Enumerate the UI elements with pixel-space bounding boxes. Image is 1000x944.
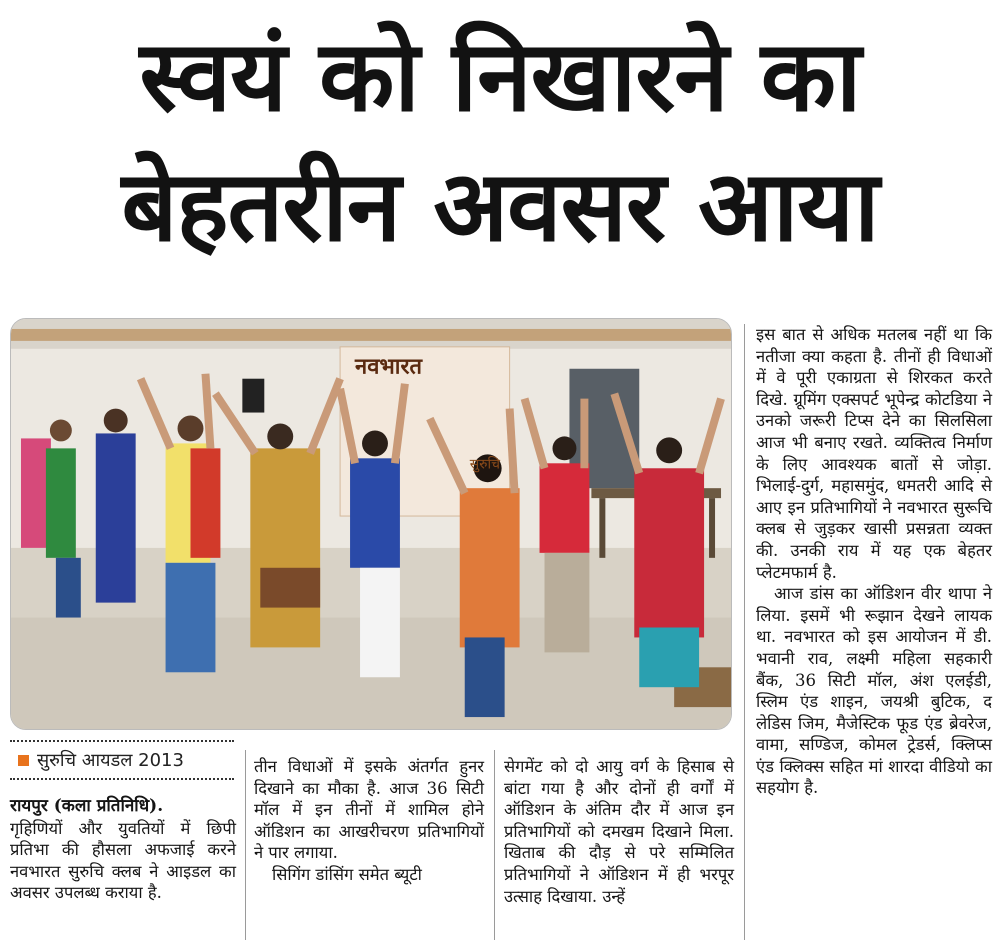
news-photo (10, 318, 732, 730)
article-column-1 (10, 795, 236, 904)
paragraph: आज डांस का ऑडिशन वीर थापा ने लिया. इसमें भी रूझान देखने लायक था. नवभारत को इस आयोजन में डी. भवानी राव, लक्ष्मी महिला सहकारी बैंक, 36 सिटी मॉल, अंश एलईडी, स्लिम एंड शाइन, जयश्री बुटिक, द लेडिस जिम, मैजेस्टिक फूड एंड ब्रेवरेज, वामा, सण्डिज, कोमल ट्रेडर्स, क्लिप्स एंड क्लिक्स सहित मां शारदा वीडियो का सहयोग है. (756, 584, 992, 798)
column-rule (744, 324, 745, 940)
paragraph: तीन विधाओं में इसके अंतर्गत हुनर दिखाने का मौका है. आज 36 सिटी मॉल में इन तीनों में शामिल होने ऑडिशन का आखरीचरण प्रतिभागियों ने पार लगाया. (254, 757, 484, 863)
banner-brand: नवभारत (355, 354, 422, 380)
kicker-text: सुरुचि आयडल 2013 (37, 750, 184, 771)
column-rule (245, 750, 246, 940)
column-rule (494, 750, 495, 940)
paragraph: गृहिणियों और युवतियों में छिपी प्रतिभा की हौसला अफजाई करने नवभारत सुरुचि क्लब ने आइडल का अवसर उपलब्ध कराया है. (10, 818, 236, 903)
article-column-right (756, 324, 992, 799)
kicker-box (10, 740, 234, 780)
headline-line-2: बेहतरीन अवसर आया (121, 150, 879, 264)
paragraph: सिगिंग डांसिंग समेत ब्यूटी (272, 864, 422, 884)
headline-line-1: स्वयं को निखारने का (139, 20, 861, 134)
article-column-2 (254, 756, 484, 886)
paragraph: इस बात से अधिक मतलब नहीं था कि नतीजा क्या कहता है. तीनों ही विधाओं में वे पूरी एकाग्रता से शिरकत करते दिखे. ग्रूमिंग एक्सपर्ट भूपेन्द्र कोटडिया ने उनको जरूरी टिप्स देने का सिलसिला आज भी बनाए रखते. व्यक्तित्व निर्माण के लिए आवश्यक बातों से जोड़ा. भिलाई-दुर्ग, महासमुंद, धमतरी आदि से आए इन प्रतिभागियों ने नवभारत सुरूचि क्लब से जुड़कर खासी प्रसन्नता व्यक्त की. उनकी राय में यह एक बेहतर प्लेटमफार्म है. (756, 325, 992, 582)
banner-tagline: सुरुचि (469, 456, 500, 473)
paragraph: सेगमेंट को दो आयु वर्ग के हिसाब से बांटा गया है और दोनों ही वर्गों में ऑडिशन के अंतिम दौर में आज इन प्रतिभागियों को दमखम दिखाने मिला. खिताब की दौड़ से परे सम्मिलित प्रतिभागियों ने ऑडिशन में ही भरपूर उत्साह दिखाया. उन्हें (504, 757, 734, 906)
dancers-photo-illustration (11, 319, 731, 729)
dateline: रायपुर (कला प्रतिनिधि). (10, 796, 164, 816)
orange-square-icon (18, 755, 29, 766)
article-column-3 (504, 756, 734, 907)
